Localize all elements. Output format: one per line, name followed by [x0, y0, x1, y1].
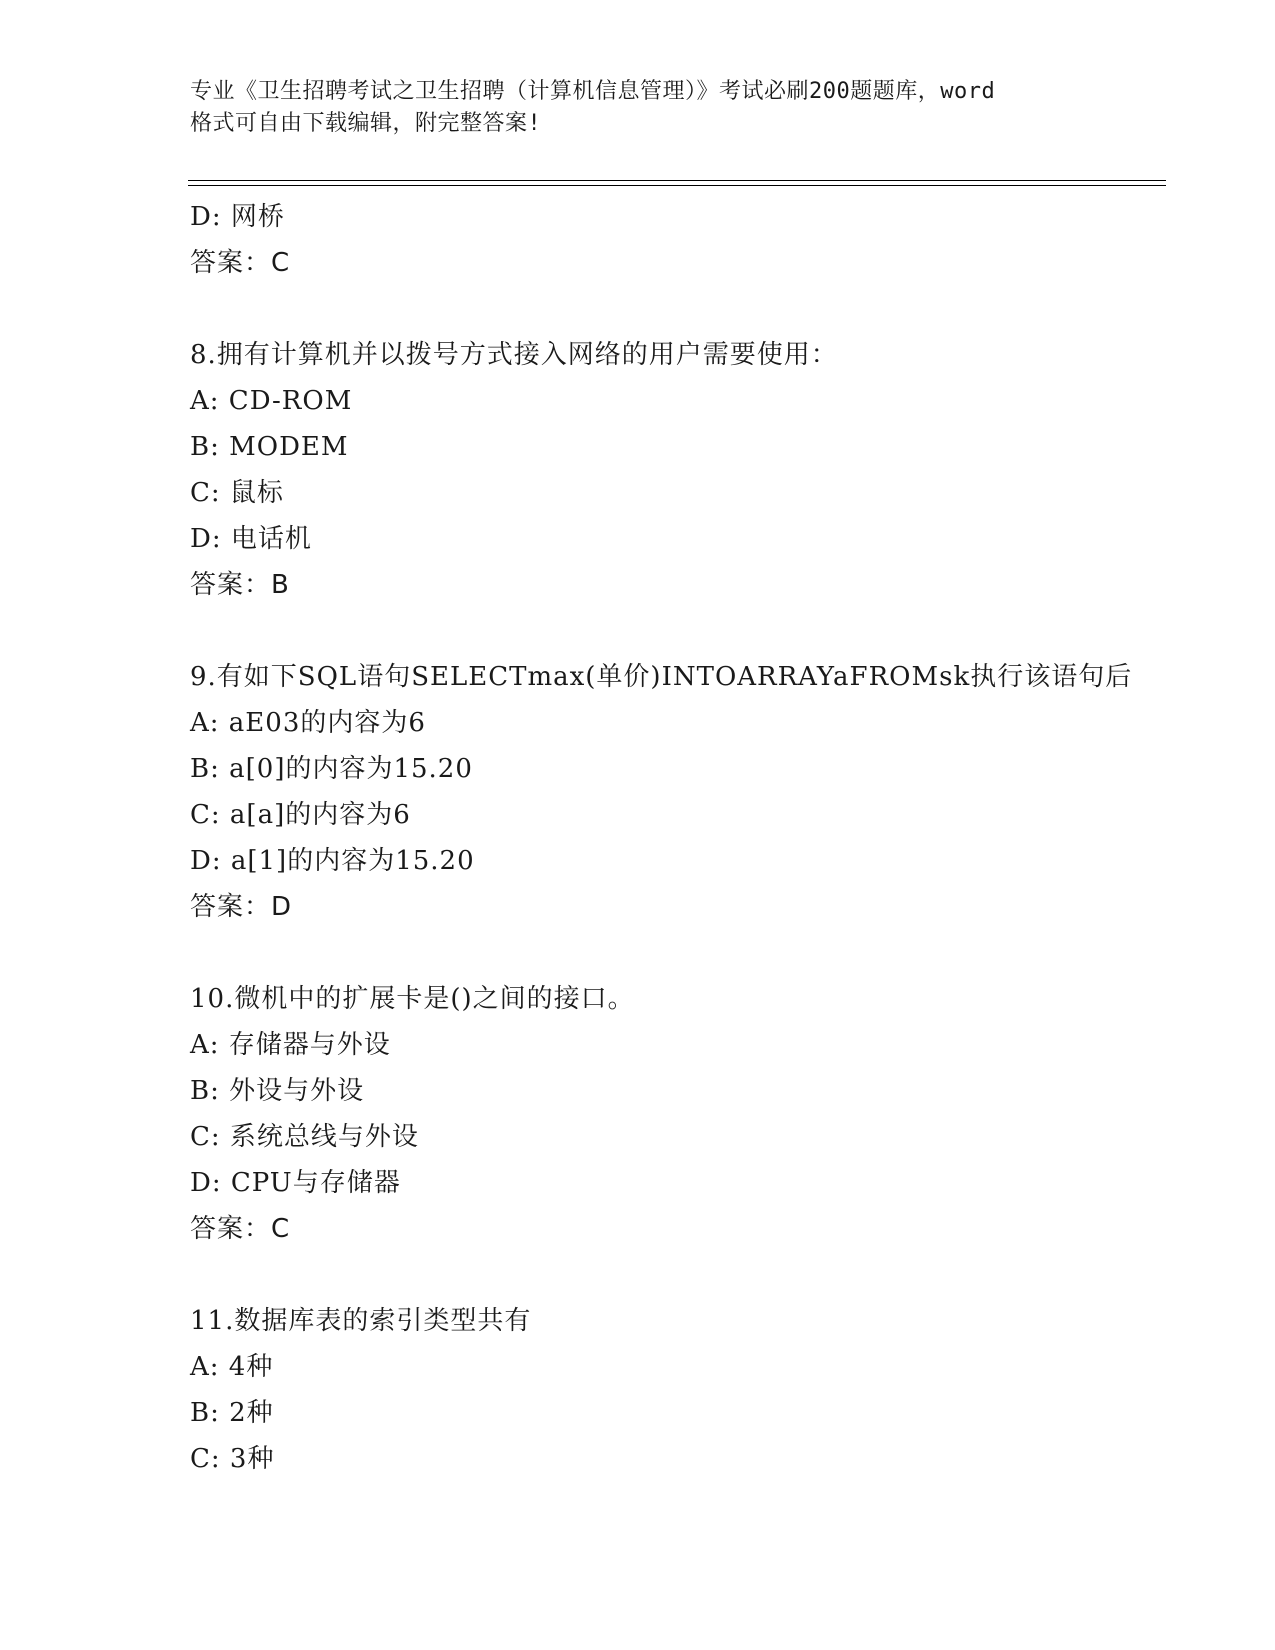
question-block-7-fragment: [190, 194, 1170, 286]
question-text: 9.有如下SQL语句SELECTmax(单价)INTOARRAYaFROMsk执行该语句后: [190, 662, 1133, 692]
option-a: A: 存储器与外设: [190, 1030, 391, 1060]
option-a: A: CD-ROM: [190, 386, 353, 416]
option-c: C: a[a]的内容为6: [190, 800, 411, 830]
option-d: D: a[1]的内容为15.20: [190, 846, 475, 876]
question-block-10: [190, 976, 1170, 1252]
answer-line: 答案：C: [190, 248, 291, 278]
option-c: C: 系统总线与外设: [190, 1122, 419, 1152]
question-text: 10.微机中的扩展卡是()之间的接口。: [190, 984, 635, 1014]
question-text: 11.数据库表的索引类型共有: [190, 1306, 532, 1336]
header-title-line-1: 专业《卫生招聘考试之卫生招聘（计算机信息管理）》考试必刷200题题库，word: [190, 79, 996, 104]
question-list: [190, 194, 1170, 1482]
spacer: [190, 608, 1170, 654]
answer-line: 答案：C: [190, 1214, 291, 1244]
option-a: A: aE03的内容为6: [190, 708, 426, 738]
question-text: 8.拥有计算机并以拨号方式接入网络的用户需要使用：: [190, 340, 838, 370]
option-d: D: 电话机: [190, 524, 312, 554]
spacer: [190, 1252, 1170, 1298]
option-d: D: CPU与存储器: [190, 1168, 401, 1198]
option-b: B: 2种: [190, 1398, 274, 1428]
header-divider-top: [188, 180, 1166, 181]
option-c: C: 3种: [190, 1444, 275, 1474]
question-block-8: [190, 332, 1170, 608]
header-title-line-2: 格式可自由下载编辑，附完整答案!: [190, 111, 542, 136]
document-header: [190, 76, 1090, 140]
option-b: B: 外设与外设: [190, 1076, 365, 1106]
option-d: D: 网桥: [190, 202, 285, 232]
answer-line: 答案：D: [190, 892, 293, 922]
option-a: A: 4种: [190, 1352, 274, 1382]
spacer: [190, 286, 1170, 332]
option-c: C: 鼠标: [190, 478, 284, 508]
header-divider-bottom: [188, 185, 1166, 186]
spacer: [190, 930, 1170, 976]
answer-line: 答案：B: [190, 570, 290, 600]
option-b: B: MODEM: [190, 432, 349, 462]
option-b: B: a[0]的内容为15.20: [190, 754, 473, 784]
question-block-11: [190, 1298, 1170, 1482]
question-block-9: [190, 654, 1170, 930]
